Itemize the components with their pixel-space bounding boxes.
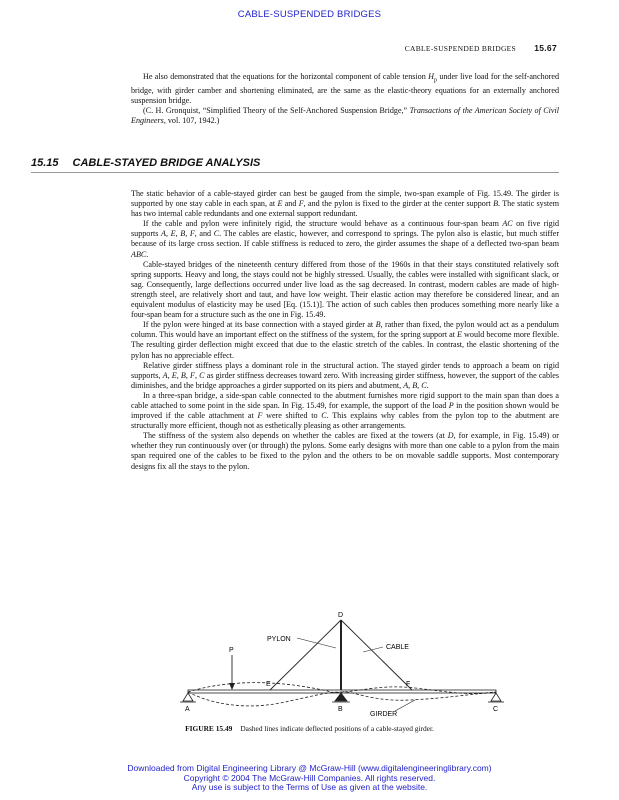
label-p: P bbox=[229, 647, 234, 654]
body-paragraph-1: The static behavior of a cable-stayed girder can best be gauged from the simple, two-span example of Fig. 15.49. The girder is supported by one stay cable in each span, at E and F, and the pylon is fixed to the girder at the center support B. The static system has two internal cable redundants and one external support redundant. bbox=[131, 189, 560, 219]
label-e: E bbox=[266, 681, 271, 688]
label-girder: GIRDER bbox=[370, 711, 398, 718]
body-paragraph-6: In a three-span bridge, a side-span cable connected to the abutment furnishes more rigid support to the main span than does a cable attached to some point in the side span. In Fig. 15.49, for example, the support of the load P in the position shown would be improved if the cable attachment at F were shifted to C. This explains why cables from the pylon top to the abutment are structurally more efficient, though not as esthetically pleasing as other arrangements. bbox=[131, 390, 559, 431]
figure-caption-label: FIGURE 15.49 bbox=[185, 724, 233, 733]
intro-text bbox=[131, 72, 559, 126]
pylon-leader bbox=[297, 638, 336, 648]
figure-15-49 bbox=[170, 610, 510, 720]
support-c bbox=[491, 693, 501, 701]
intro-paragraph-2: (C. H. Gronquist, “Simplified Theory of the Self-Anchored Suspension Bridge,” Transactions of the American Society of Civil Engineers, vol. 107, 1942.) bbox=[131, 105, 559, 125]
body-paragraph-5: Relative girder stiffness plays a dominant role in the structural action. The stayed girder tends to approach a beam on rigid supports, A, E, B, F, C as girder stiffness decreases toward zero. With increasing girder stiffness, however, the support of the cables diminishes, and the bridge approaches a girder supported on its piers and abutment, A, B, C. bbox=[131, 360, 560, 390]
footer-line-1[interactable]: Downloaded from Digital Engineering Library @ McGraw-Hill (www.digitalengineeringlibrary.com) bbox=[127, 763, 492, 773]
load-arrowhead bbox=[229, 683, 235, 690]
label-d: D bbox=[338, 612, 344, 619]
running-head-title: CABLE-SUSPENDED BRIDGES bbox=[404, 44, 517, 53]
label-b: B bbox=[338, 706, 343, 713]
section-number: 15.15 bbox=[31, 157, 59, 169]
body-paragraph-2: If the cable and pylon were infinitely rigid, the structure would behave as a continuous four-span beam AC on five rigid supports A, E, B, F, and C. The cables are elastic, however, and correspond to springs. The pylon also is elastic, but much stiffer because of its large cross section. If cable stiffness is reduced to zero, the girder assumes the shape of a deflected two-span beam ABC. bbox=[131, 219, 560, 259]
figure-caption bbox=[0, 724, 619, 733]
label-pylon: PYLON bbox=[267, 636, 291, 643]
section-body bbox=[131, 189, 559, 472]
footer-line-2: Copyright © 2004 The McGraw-Hill Companies. All rights reserved. bbox=[183, 772, 436, 783]
label-a: A bbox=[185, 706, 190, 713]
download-banner: CABLE-SUSPENDED BRIDGES bbox=[237, 9, 382, 20]
girder-leader bbox=[395, 700, 415, 711]
section-heading bbox=[31, 157, 559, 173]
cable-right bbox=[341, 620, 412, 690]
figure-caption-text: Dashed lines indicate deflected positions of a cable-stayed girder. bbox=[240, 724, 434, 733]
intro-paragraph-1: He also demonstrated that the equations for the horizontal component of cable tension $H_p$ under live load for the self-anchored bridge, with girder camber and shortening eliminated, are the same as the elastic-theory equations for an externally anchored suspension bridge. bbox=[131, 72, 559, 105]
body-paragraph-3: Cable-stayed bridges of the nineteenth century differed from those of the 1960s in that their stays constituted relatively soft spring supports. Heavy and long, the stays could not be highly stressed. Usually, the cables were installed with significant slack, or sag. Consequently, large deflections occurred under live load as the sag decreased. In contrast, modern cables are made of high-strength steel, are relatively short and taut, and have low weight. Their elastic action may therefore be considered linear, and an equivalent modulus of elasticity may be used [Eq. (15.1)]. The action of such cables then produces something more nearly like a four-span beam for a structure such as the one in Fig. 15.49. bbox=[131, 259, 559, 320]
body-paragraph-4: If the pylon were hinged at its base connection with a stayed girder at B, rather than fixed, the pylon would act as a pendulum column. This would have an important effect on the stiffness of the system, for the spring support at E would become more flexible. The resulting girder deflection might exceed that due to the elastic stretch of the cables. In contrast, the elastic shortening of the pylon has no appreciable effect. bbox=[131, 320, 559, 360]
support-a bbox=[183, 693, 193, 701]
support-b bbox=[335, 693, 347, 701]
label-cable: CABLE bbox=[386, 644, 409, 651]
label-c: C bbox=[493, 706, 499, 713]
label-f: F bbox=[406, 681, 411, 688]
cable-left bbox=[270, 620, 341, 690]
footer-line-3: Any use is subject to the Terms of Use as given at the website. bbox=[191, 782, 428, 793]
footer bbox=[0, 764, 619, 793]
running-head bbox=[405, 43, 557, 53]
body-paragraph-7: The stiffness of the system also depends on whether the cables are fixed at the towers (at D, for example, in Fig. 15.49) or whether they run continuously over (or through) the pylons. Some early designs with more than one cable to a pylon from the main span required one of the cables to be fixed to the pylon and the others to be on movable saddle supports. Most contemporary designs fix all the stays to the pylon. bbox=[131, 431, 559, 471]
page-number: 15.67 bbox=[534, 43, 557, 53]
section-title: CABLE-STAYED BRIDGE ANALYSIS bbox=[72, 157, 261, 169]
